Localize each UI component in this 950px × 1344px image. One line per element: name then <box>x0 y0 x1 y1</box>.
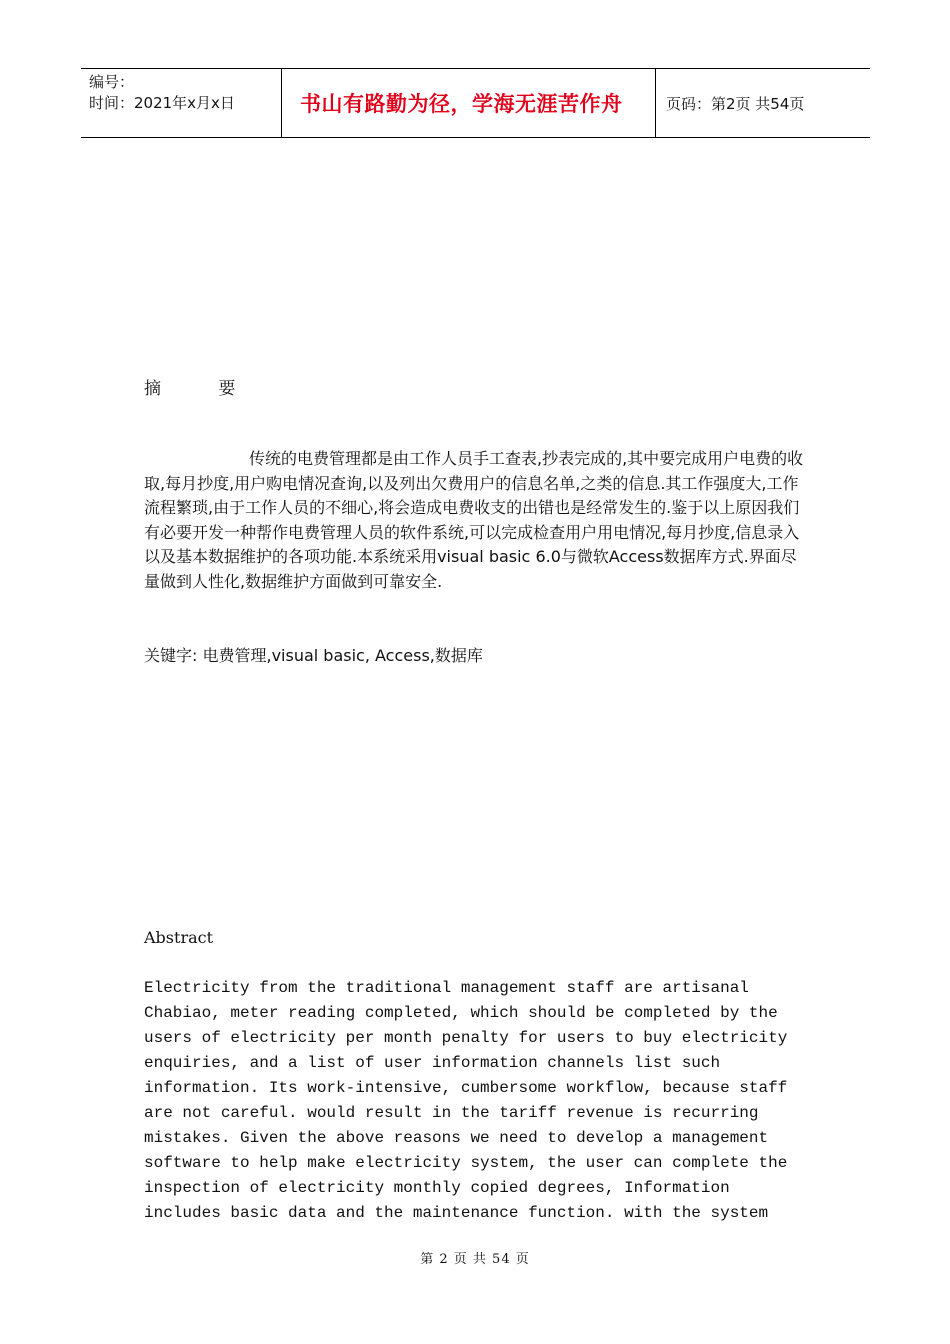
english-abstract-line: Chabiao, meter reading completed, which should be completed by the <box>144 1004 778 1022</box>
header-page-info: 页码：第2页 共54页 <box>666 94 805 113</box>
english-abstract-line: Electricity from the traditional management staff are artisanal <box>144 979 749 997</box>
header-motto: 书山有路勤为径，学海无涯苦作舟 <box>282 69 656 137</box>
english-abstract-body <box>144 976 809 1226</box>
english-abstract-line: inspection of electricity monthly copied degrees, Information <box>144 1179 730 1197</box>
english-abstract-title: Abstract <box>144 928 214 947</box>
english-abstract-line: information. Its work-intensive, cumbersome workflow, because staff <box>144 1079 788 1097</box>
chinese-keywords: 关键字: 电费管理,visual basic, Access,数据库 <box>144 646 483 665</box>
chinese-abstract-body: 传统的电费管理都是由工作人员手工查表,抄表完成的,其中要完成用户电费的收取,每月抄度,用户购电情况查询,以及列出欠费用户的信息名单,之类的信息.其工作强度大,工作流程繁琐,由于工作人员的不细心,将会造成电费收支的出错也是经常发生的.鉴于以上原因我们有必要开发一种帮作电费管理人员的软件系统,可以完成检查用户用电情况,每月抄度,信息录入以及基本数据维护的各项功能.本系统采用visual basic 6.0与微软Access数据库方式.界面尽量做到人性化,数据维护方面做到可靠安全. <box>144 449 804 591</box>
header-meta <box>81 69 282 137</box>
chinese-abstract-title: 摘 要 <box>144 379 262 399</box>
english-abstract-line: enquiries, and a list of user information channels list such <box>144 1054 721 1072</box>
english-abstract-line: software to help make electricity system, the user can complete the <box>144 1154 788 1172</box>
date-label: 时间：2021年x月x日 <box>89 94 235 112</box>
english-abstract-line: are not careful. would result in the tariff revenue is recurring <box>144 1104 759 1122</box>
english-abstract-line: mistakes. Given the above reasons we need to develop a management <box>144 1129 769 1147</box>
page-footer: 第 2 页 共 54 页 <box>420 1252 530 1267</box>
english-abstract-line: includes basic data and the maintenance function. with the system <box>144 1204 769 1222</box>
number-label: 编号： <box>89 73 135 91</box>
document-header <box>81 68 870 138</box>
english-abstract-line: users of electricity per month penalty for users to buy electricity <box>144 1029 788 1047</box>
